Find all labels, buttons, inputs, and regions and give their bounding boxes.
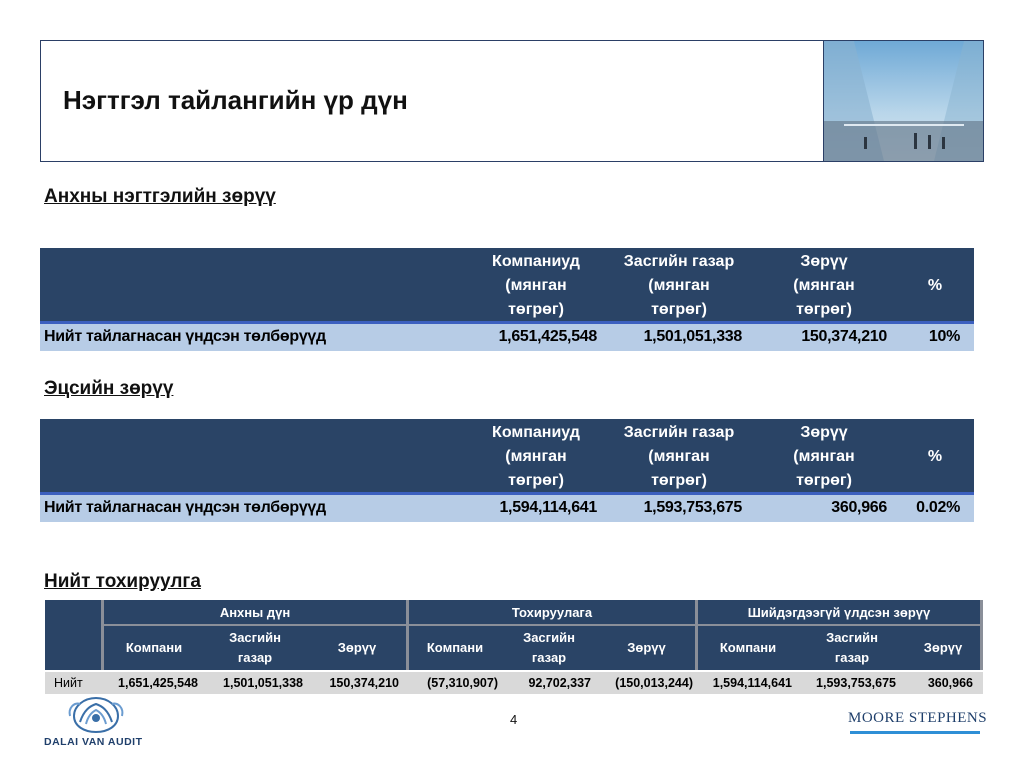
column-header-percent: % [927, 448, 943, 465]
page-title: Нэгтгэл тайлангийн үр дүн [63, 85, 408, 115]
title-banner [40, 40, 984, 162]
difference-value: 360,966 [831, 499, 887, 516]
table-header [40, 248, 974, 324]
percent-value: 0.02% [916, 499, 960, 516]
row-label: Нийт тайлагнасан үндсэн төлбөрүүд [44, 328, 326, 345]
table-row [45, 672, 983, 694]
companies-value: 1,594,114,641 [499, 499, 597, 516]
page-number: 4 [510, 712, 518, 727]
government-value: 1,593,753,675 [643, 499, 742, 516]
moore-stephens-underline [850, 731, 980, 734]
final-discrepancy-table [40, 419, 974, 522]
group-header-initial: Анхны дүн [104, 600, 406, 626]
group-header-unresolved: Шийдэгдээгүй үлдсэн зөрүү [698, 600, 980, 626]
column-header-percent: % [927, 277, 943, 294]
subcolumn-difference: Зөрүү [627, 640, 666, 655]
subcolumn-difference: Зөрүү [337, 640, 377, 655]
subcolumn-company: Компани [426, 640, 484, 655]
initial-government-value: 1,501,051,338 [223, 676, 303, 690]
initial-difference-value: 150,374,210 [329, 676, 399, 690]
column-header-companies: Компаниуд (мянган төгрөг) [492, 253, 580, 318]
unresolved-difference-value: 360,966 [927, 676, 973, 690]
table-row [40, 495, 974, 522]
adjustment-company-value: (57,310,907) [427, 676, 498, 690]
row-label: Нийт [54, 676, 83, 690]
total-adjustments-table [45, 600, 983, 696]
column-divider [980, 600, 983, 670]
adjustment-government-value: 92,702,337 [528, 676, 591, 690]
moore-stephens-logo [848, 710, 988, 738]
moore-stephens-text: MOORE STEPHENS [848, 710, 988, 726]
unresolved-government-value: 1,593,753,675 [816, 676, 896, 690]
dalai-van-emblem-icon [66, 696, 126, 734]
table-row [40, 324, 974, 351]
section-title-final: Эцсийн зөрүү [44, 378, 174, 399]
subcolumn-government: Засгийн газар [229, 630, 281, 665]
header-photo [823, 41, 983, 161]
unresolved-company-value: 1,594,114,641 [712, 676, 792, 690]
subcolumn-government: Засгийн газар [826, 630, 878, 665]
difference-value: 150,374,210 [801, 328, 887, 345]
adjustment-difference-value: (150,013,244) [615, 676, 693, 690]
percent-value: 10% [928, 328, 960, 345]
column-header-companies: Компаниуд (мянган төгрөг) [492, 424, 580, 489]
subcolumn-government: Засгийн газар [523, 630, 575, 665]
dalai-van-audit-text: DALAI VAN AUDIT [44, 736, 143, 748]
initial-discrepancy-table [40, 248, 974, 351]
column-header-difference: Зөрүү (мянган төгрөг) [793, 253, 855, 318]
subcolumn-company: Компани [125, 640, 183, 655]
companies-value: 1,651,425,548 [498, 328, 597, 345]
section-title-adjustments: Нийт тохируулга [44, 571, 201, 592]
section-title-initial: Анхны нэгтгэлийн зөрүү [44, 186, 276, 207]
group-header-adjustment: Тохируулага [409, 600, 695, 626]
column-header-government: Засгийн газар (мянган төгрөг) [623, 253, 735, 318]
government-value: 1,501,051,338 [643, 328, 742, 345]
subcolumn-difference: Зөрүү [923, 640, 963, 655]
dalai-van-audit-logo [44, 696, 164, 756]
initial-company-value: 1,651,425,548 [118, 676, 198, 690]
subcolumn-company: Компани [719, 640, 777, 655]
column-header-difference: Зөрүү (мянган төгрөг) [793, 424, 855, 489]
column-header-government: Засгийн газар (мянган төгрөг) [623, 424, 735, 489]
row-label: Нийт тайлагнасан үндсэн төлбөрүүд [44, 499, 326, 516]
table-header [40, 419, 974, 495]
